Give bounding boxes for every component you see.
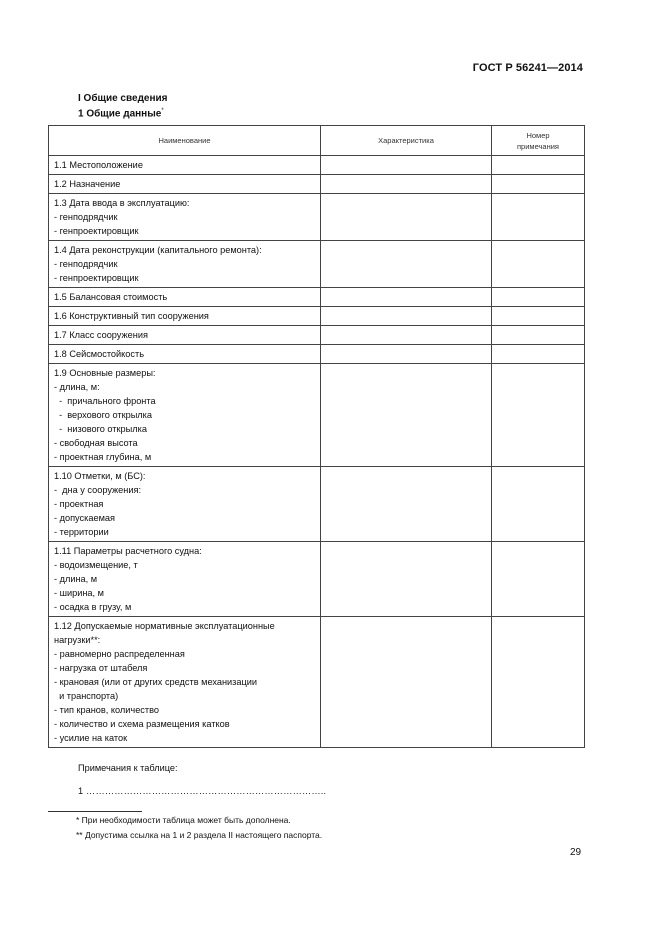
cell-note-number[interactable] [492,345,585,364]
cell-line: 1.4 Дата реконструкции (капитального ремонта): [54,245,262,255]
cell-note-number[interactable] [492,288,585,307]
cell-name [49,617,321,748]
cell-line: - проектная глубина, м [54,452,152,462]
cell-line: - дна у сооружения: [54,485,142,495]
cell-line: - усилие на каток [54,733,128,743]
cell-line: 1.2 Назначение [54,179,121,189]
cell-line: - количество и схема размещения катков [54,719,230,729]
cell-characteristic[interactable] [321,288,492,307]
section-title: I Общие сведения [78,93,168,104]
col-header-note-number [492,126,585,156]
cell-line: - генпроектировщик [54,226,139,236]
cell-line: 1.7 Класс сооружения [54,330,148,340]
col-header-name: Наименование [49,126,321,156]
cell-characteristic[interactable] [321,194,492,241]
cell-note-number[interactable] [492,326,585,345]
cell-note-number[interactable] [492,467,585,542]
cell-line: - водоизмещение, т [54,560,138,570]
table-header-row [49,126,585,156]
col-header-characteristic: Характеристика [321,126,492,156]
cell-note-number[interactable] [492,241,585,288]
cell-characteristic[interactable] [321,542,492,617]
cell-line: - нагрузка от штабеля [54,663,148,673]
cell-line: - длина, м: [54,382,100,392]
table-row [49,156,585,175]
cell-line: 1.5 Балансовая стоимость [54,292,168,302]
cell-name [49,156,321,175]
cell-line: - допускаемая [54,513,115,523]
cell-characteristic[interactable] [321,617,492,748]
standard-number: ГОСТ Р 56241—2014 [472,62,583,74]
table-row [49,175,585,194]
cell-line: - генподрядчик [54,212,118,222]
footnote-1: * При необходимости таблица может быть дополнена. [76,815,291,825]
cell-line: - причального фронта [54,396,156,406]
cell-name [49,194,321,241]
cell-line: 1.1 Местоположение [54,160,143,170]
cell-note-number[interactable] [492,156,585,175]
cell-characteristic[interactable] [321,345,492,364]
subsection-title-text: 1 Общие данные [78,108,162,120]
cell-line: 1.8 Сейсмостойкость [54,349,144,359]
cell-name [49,175,321,194]
cell-line: 1.12 Допускаемые нормативные эксплуатационные [54,621,275,631]
cell-line: 1.6 Конструктивный тип сооружения [54,311,209,321]
cell-note-number[interactable] [492,364,585,467]
cell-name [49,542,321,617]
table-row [49,241,585,288]
table-row [49,345,585,364]
cell-characteristic[interactable] [321,156,492,175]
cell-note-number[interactable] [492,307,585,326]
cell-line: 1.10 Отметки, м (БС): [54,471,146,481]
cell-characteristic[interactable] [321,364,492,467]
general-data-table [48,125,585,748]
table-row [49,194,585,241]
cell-name [49,241,321,288]
notes-title: Примечания к таблице: [78,763,178,773]
footnote-2: ** Допустима ссылка на 1 и 2 раздела II настоящего паспорта. [76,830,323,840]
table-row [49,326,585,345]
subsection-title-mark: * [161,108,164,114]
cell-characteristic[interactable] [321,241,492,288]
subsection-title [78,108,164,119]
cell-name [49,326,321,345]
table-row [49,288,585,307]
cell-line: - свободная высота [54,438,138,448]
cell-name [49,364,321,467]
cell-characteristic[interactable] [321,326,492,345]
table-row [49,307,585,326]
cell-line: - осадка в грузу, м [54,602,132,612]
cell-name [49,307,321,326]
cell-line: - проектная [54,499,104,509]
cell-line: - территории [54,527,109,537]
cell-line: 1.9 Основные размеры: [54,368,156,378]
col-header-note-number-line1: Номер [526,130,550,140]
cell-line: - ширина, м [54,588,104,598]
cell-name [49,345,321,364]
table-row [49,542,585,617]
cell-note-number[interactable] [492,175,585,194]
cell-line: - генподрядчик [54,259,118,269]
cell-line: - генпроектировщик [54,273,139,283]
cell-characteristic[interactable] [321,175,492,194]
cell-line: 1.11 Параметры расчетного судна: [54,546,202,556]
cell-line: - крановая (или от других средств механизации [54,677,258,687]
footnote-divider [48,811,142,812]
cell-characteristic[interactable] [321,467,492,542]
table-row [49,364,585,467]
table-row [49,467,585,542]
cell-name [49,288,321,307]
cell-line: - длина, м [54,574,98,584]
cell-line: и транспорта) [54,691,119,701]
cell-note-number[interactable] [492,194,585,241]
cell-line: - низового открылка [54,424,147,434]
cell-line: - равномерно распределенная [54,649,185,659]
cell-line: 1.3 Дата ввода в эксплуатацию: [54,198,190,208]
page-number: 29 [570,847,582,858]
notes-item-1: 1 ………………………………………………………………….. [78,786,327,796]
table-row [49,617,585,748]
cell-note-number[interactable] [492,617,585,748]
cell-line: - тип кранов, количество [54,705,159,715]
cell-line: нагрузки**: [54,635,101,645]
col-header-note-number-line2: примечания [517,141,559,151]
cell-characteristic[interactable] [321,307,492,326]
cell-name [49,467,321,542]
cell-line: - верхового открылка [54,410,153,420]
cell-note-number[interactable] [492,542,585,617]
